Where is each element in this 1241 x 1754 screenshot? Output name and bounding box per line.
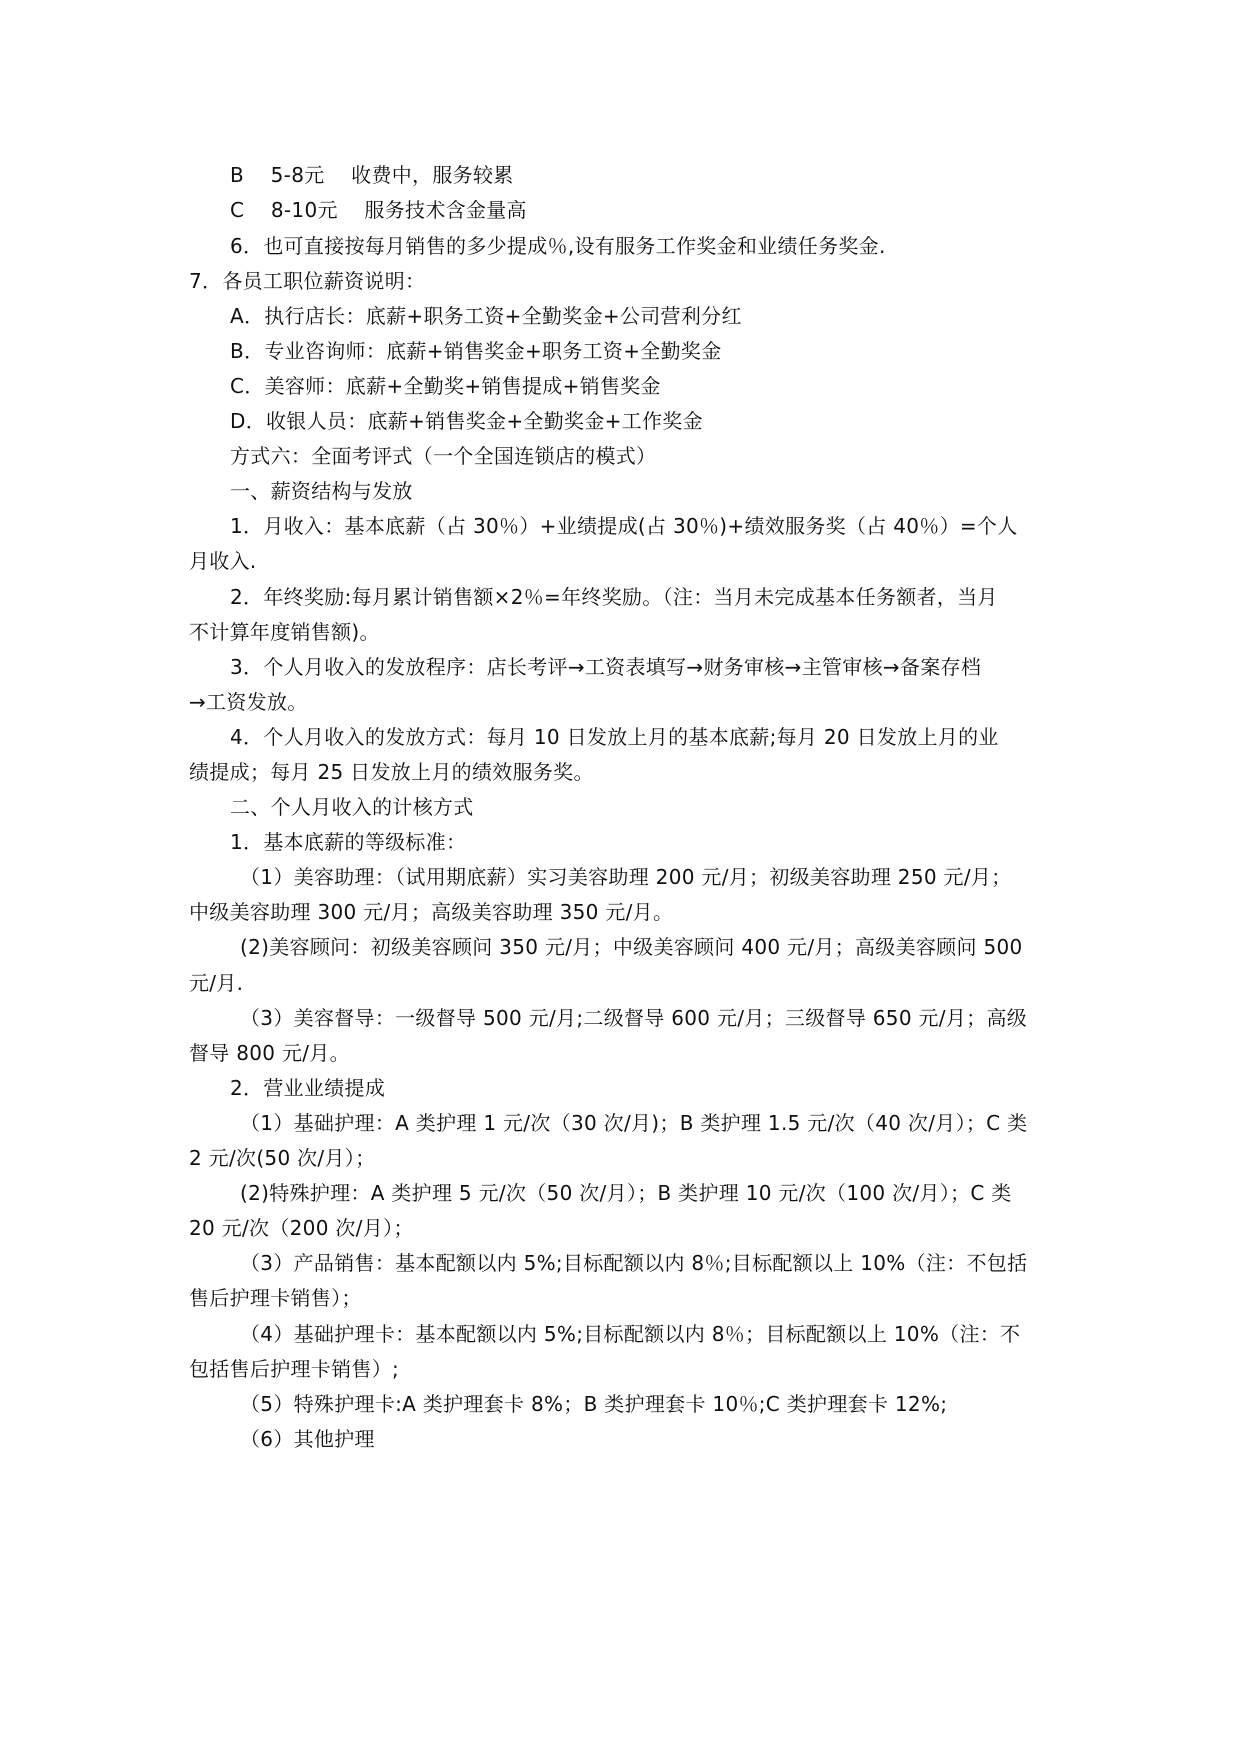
text-line-p1-4-cont: 绩提成；每月 25 日发放上月的绩效服务奖。	[189, 760, 594, 784]
text-line-p2-2-6: （6）其他护理	[240, 1427, 375, 1451]
text-line-p2-2-3-cont: 售后护理卡销售）；	[189, 1286, 362, 1310]
section-heading-method-6: 方式六：全面考评式（一个全国连锁店的模式）	[230, 444, 657, 468]
text-line-p2-2-5: （5）特殊护理卡:A 类护理套卡 8%；B 类护理套卡 10％;C 类护理套卡 12%;	[240, 1392, 948, 1416]
text-line-item-7: 7．各员工职位薪资说明：	[189, 269, 426, 293]
text-line-item-7a: A．执行店长：底薪+职务工资+全勤奖金+公司营利分红	[230, 304, 742, 328]
text-line-item-7b: B．专业咨询师：底薪+销售奖金+职务工资+全勤奖金	[230, 339, 722, 363]
section-heading-part-2: 二、个人月收入的计核方式	[230, 795, 474, 819]
text-line-item-6: 6．也可直接按每月销售的多少提成％,设有服务工作奖金和业绩任务奖金.	[230, 234, 886, 258]
section-heading-part-1: 一、薪资结构与发放	[230, 479, 413, 503]
text-line-p1-1-cont: 月收入.	[189, 549, 257, 573]
text-line-grade-c: C 8-10元 服务技术含金量高	[230, 198, 527, 222]
text-line-item-7c: C．美容师：底薪+全勤奖+销售提成+销售奖金	[230, 374, 661, 398]
text-line-item-7d: D．收银人员：底薪+销售奖金+全勤奖金+工作奖金	[230, 409, 703, 433]
text-line-p2-1-1: （1）美容助理：（试用期底薪）实习美容助理 200 元/月；初级美容助理 250 元/月；	[240, 865, 1012, 889]
text-line-p1-2-cont: 不计算年度销售额)。	[189, 620, 380, 644]
text-line-p2-1-3: （3）美容督导：一级督导 500 元/月;二级督导 600 元/月；三级督导 650 元/月；高级	[240, 1006, 1028, 1030]
text-line-p1-3: 3．个人月收入的发放程序：店长考评→工资表填写→财务审核→主管审核→备案存档	[230, 655, 982, 679]
text-line-grade-b: B 5-8元 收费中，服务较累	[230, 163, 514, 187]
text-line-p2-1-2-cont: 元/月.	[189, 971, 244, 995]
text-line-p1-1: 1．月收入：基本底薪（占 30％）+业绩提成(占 30％)+绩效服务奖（占 40％）=个人	[230, 514, 1018, 538]
text-line-p2-2-2: (2)特殊护理：A 类护理 5 元/次（50 次/月）；B 类护理 10 元/次（100 次/月）；C 类	[240, 1181, 1012, 1205]
text-line-p2-2-1-cont: 2 元/次(50 次/月）；	[189, 1146, 376, 1170]
text-line-p1-3-cont: →工资发放。	[189, 690, 308, 714]
text-line-p1-4: 4．个人月收入的发放方式：每月 10 日发放上月的基本底薪;每月 20 日发放上月的业	[230, 725, 999, 749]
text-line-p2-2-4: （4）基础护理卡：基本配额以内 5%;目标配额以内 8％；目标配额以上 10%（注：不	[240, 1322, 1021, 1346]
text-line-p2-1-3-cont: 督导 800 元/月。	[189, 1041, 350, 1065]
text-line-p2-1-1-cont: 中级美容助理 300 元/月；高级美容助理 350 元/月。	[189, 900, 674, 924]
text-line-p2-1: 1．基本底薪的等级标准：	[230, 830, 467, 854]
text-line-p2-1-2: (2)美容顾问：初级美容顾问 350 元/月；中级美容顾问 400 元/月；高级美容顾问 500	[240, 935, 1023, 959]
text-line-p2-2-3: （3）产品销售：基本配额以内 5%;目标配额以内 8％;目标配额以上 10%（注：不包括	[240, 1251, 1028, 1275]
text-line-p2-2: 2．营业业绩提成	[230, 1076, 386, 1100]
text-line-p1-2: 2．年终奖励:每月累计销售额×2％=年终奖励。（注：当月未完成基本任务额者，当月	[230, 585, 998, 609]
text-line-p2-2-2-cont: 20 元/次（200 次/月）；	[189, 1216, 414, 1240]
text-line-p2-2-4-cont: 包括售后护理卡销售）;	[189, 1357, 400, 1381]
text-line-p2-2-1: （1）基础护理：A 类护理 1 元/次（30 次/月)；B 类护理 1.5 元/次（40 次/月）；C 类	[240, 1111, 1028, 1135]
